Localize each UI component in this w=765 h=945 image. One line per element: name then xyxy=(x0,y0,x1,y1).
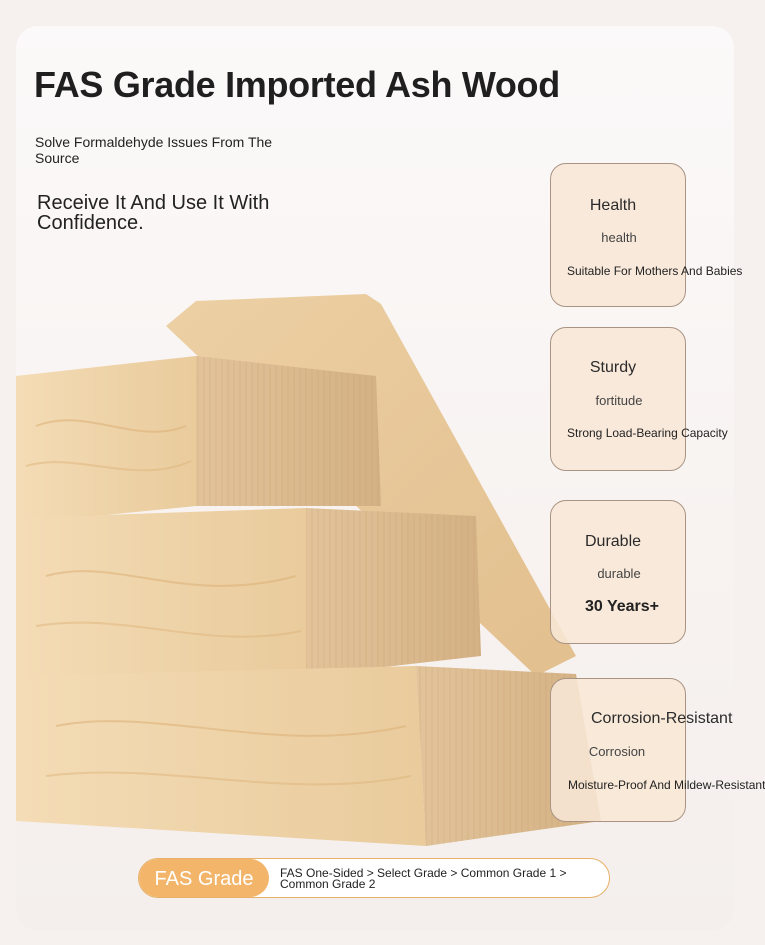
feature-card-corrosion-resistant xyxy=(550,678,765,822)
feature-description: Strong Load-Bearing Capacity xyxy=(567,426,728,440)
page-title: FAS Grade Imported Ash Wood xyxy=(34,64,560,105)
feature-card-sturdy xyxy=(550,327,728,471)
feature-subtitle: fortitude xyxy=(595,393,643,408)
feature-title: Sturdy xyxy=(589,359,637,376)
feature-subtitle: Corrosion xyxy=(588,744,646,759)
feature-title: Corrosion-Resistant xyxy=(591,710,733,727)
feature-title: Durable xyxy=(584,533,642,550)
grade-pill: FAS Grade xyxy=(139,859,269,897)
wood-planks-image xyxy=(16,256,616,856)
slogan: Receive It And Use It With Confidence. xyxy=(37,192,270,234)
product-card xyxy=(16,26,765,931)
feature-title: Health xyxy=(589,197,637,214)
grade-bar xyxy=(138,858,610,898)
plank-middle-side xyxy=(16,508,306,676)
subtitle: Solve Formaldehyde Issues From The Source xyxy=(35,134,273,166)
plank-bottom-side xyxy=(16,666,426,846)
grade-chain: FAS One-Sided > Select Grade > Common Grade 1 > Common Grade 2 xyxy=(280,866,567,891)
feature-subtitle: durable xyxy=(597,566,641,581)
feature-card-durable xyxy=(550,500,686,644)
feature-subtitle: health xyxy=(601,230,637,245)
feature-card-health xyxy=(550,163,743,307)
feature-description: 30 Years+ xyxy=(584,598,659,615)
feature-description: Moisture-Proof And Mildew-Resistant xyxy=(568,778,765,792)
feature-description: Suitable For Mothers And Babies xyxy=(567,264,743,278)
plank-top-side xyxy=(16,356,196,524)
